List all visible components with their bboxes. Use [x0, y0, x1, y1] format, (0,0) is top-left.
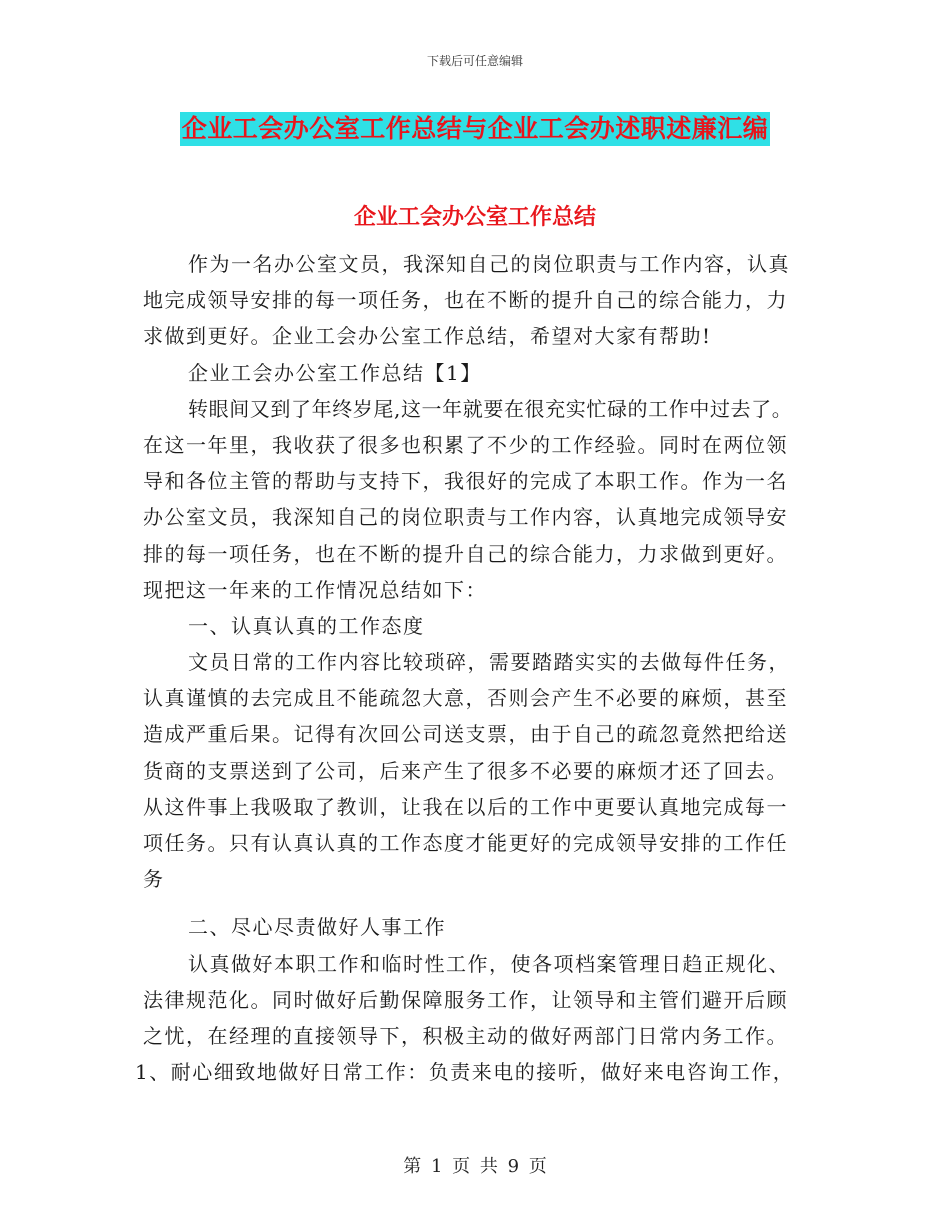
- paragraph-line: 文员日常的工作内容比较琐碎，需要踏踏实实的去做每件任务，: [188, 650, 790, 675]
- paragraph-line: 从这件事上我吸取了教训，让我在以后的工作中更要认真地完成每一: [143, 794, 788, 819]
- paragraph-line: 法律规范化。同时做好后勤保障服务工作，让领导和主管们避开后顾: [143, 987, 788, 1012]
- subsection-heading: 一、认真认真的工作态度: [188, 613, 425, 638]
- paragraph-line: 在这一年里，我收获了很多也积累了不少的工作经验。同时在两位领: [143, 432, 788, 457]
- paragraph-line: 作为一名办公室文员，我深知自己的岗位职责与工作内容，认真: [188, 252, 790, 276]
- document-title: 企业工会办公室工作总结与企业工会办述职述廉汇编: [180, 112, 771, 146]
- section-title: 企业工会办公室工作总结: [353, 204, 596, 230]
- header-note: 下载后可任意编辑: [426, 54, 523, 68]
- paragraph-line: 认真做好本职工作和临时性工作，使各项档案管理日趋正规化、: [188, 951, 790, 976]
- subsection-heading: 二、尽心尽责做好人事工作: [188, 915, 446, 940]
- paragraph-line: 务: [143, 867, 165, 892]
- paragraph-line: 现把这一年来的工作情况总结如下：: [143, 577, 487, 602]
- paragraph-line: 导和各位主管的帮助与支持下，我很好的完成了本职工作。作为一名: [143, 469, 788, 494]
- body-text: [135, 246, 823, 1090]
- paragraph-line: 之忧，在经理的直接领导下，积极主动的做好两部门日常内务工作。: [143, 1023, 788, 1048]
- paragraph-line: 1、耐心细致地做好日常工作：负责来电的接听，做好来电咨询工作，: [135, 1060, 795, 1085]
- page-footer: 第 1 页 共 9 页: [403, 1156, 547, 1177]
- paragraph-line: 认真谨慎的去完成且不能疏忽大意，否则会产生不必要的麻烦，甚至: [143, 686, 788, 711]
- document-title-container: [0, 112, 950, 146]
- paragraph-line: 求做到更好。企业工会办公室工作总结，希望对大家有帮助!: [143, 324, 712, 349]
- paragraph-line: 货商的支票送到了公司，后来产生了很多不必要的麻烦才还了回去。: [143, 758, 788, 783]
- paragraph-line: 排的每一项任务，也在不断的提升自己的综合能力，力求做到更好。: [143, 541, 788, 566]
- paragraph-line: 办公室文员，我深知自己的岗位职责与工作内容，认真地完成领导安: [143, 505, 788, 530]
- paragraph-line: 项任务。只有认真认真的工作态度才能更好的完成领导安排的工作任: [143, 831, 788, 855]
- subsection-heading: 企业工会办公室工作总结【1】: [188, 360, 482, 385]
- paragraph-line: 转眼间又到了年终岁尾,这一年就要在很充实忙碌的工作中过去了。: [188, 396, 793, 421]
- paragraph-line: 地完成领导安排的每一项任务，也在不断的提升自己的综合能力，力: [143, 288, 788, 313]
- paragraph-line: 造成严重后果。记得有次回公司送支票，由于自己的疏忽竟然把给送: [143, 722, 788, 747]
